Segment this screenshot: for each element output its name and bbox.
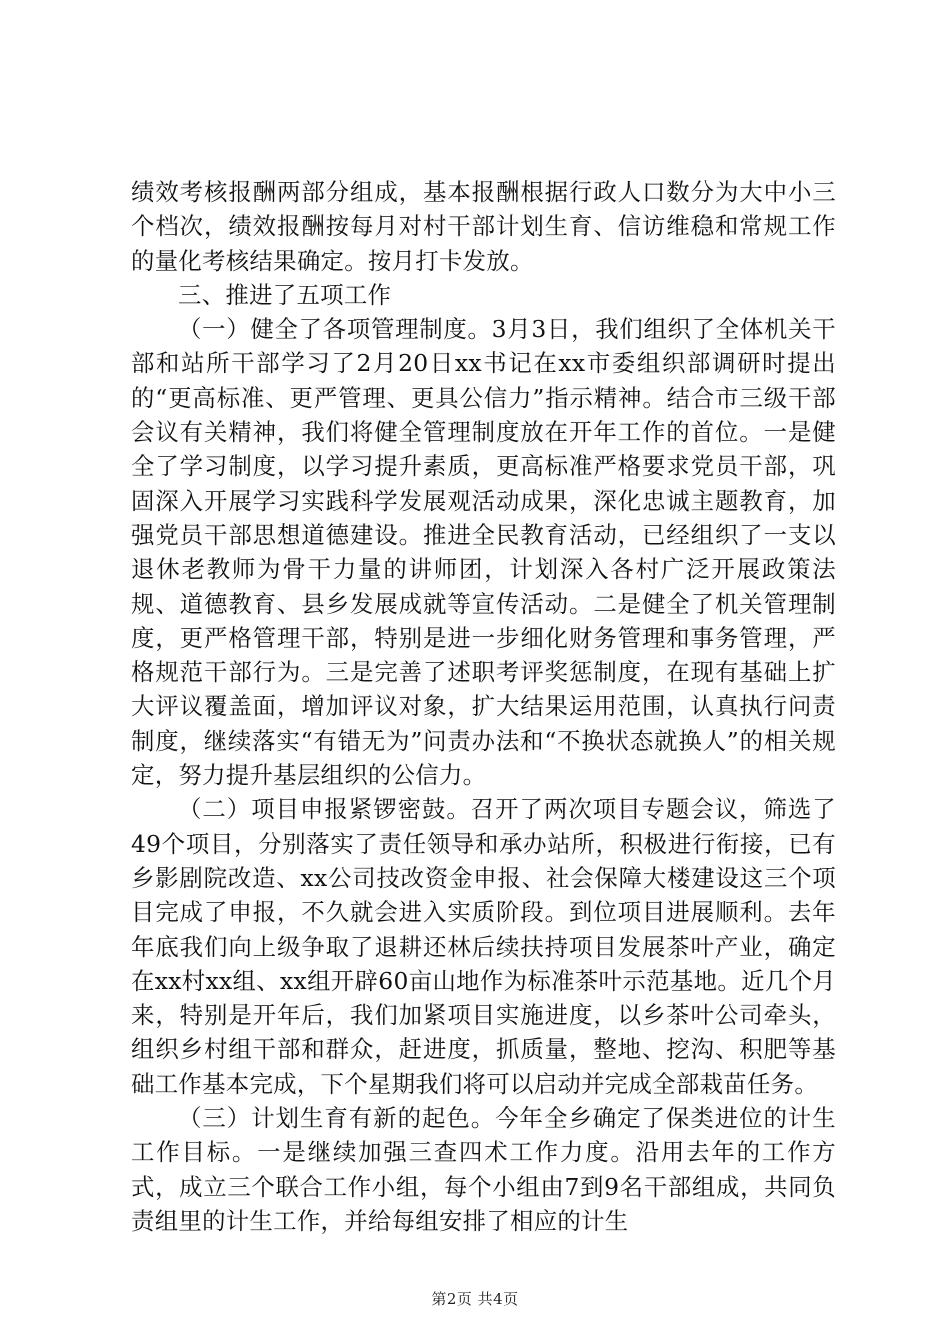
page-footer: 第2页 共4页 <box>431 1290 519 1308</box>
paragraph-project-application: （二）项目申报紧锣密鼓。召开了两次项目专题会议，筛选了49个项目，分别落实了责任领导和承办站所，积极进行衔接，已有乡影剧院改造、xx公司技改资金申报、社会保障大楼建设这三个项目完成了申报，不久就会进入实质阶段。到位项目进展顺利。去年年底我们向上级争取了退耕还林后续扶持项目发展茶叶产业，确定在xx村xx组、xx组开辟60亩山地作为标准茶叶示范基地。近几个月来，特别是开年后，我们加紧项目实施进度，以乡茶叶公司牵头，组织乡村组干部和群众，赶进度，抓质量，整地、挖沟、积肥等基础工作基本完成，下个星期我们将可以启动并完成全部栽苗任务。 <box>131 795 836 1098</box>
paragraph-1: 绩效考核报酬两部分组成，基本报酬根据行政人口数分为大中小三个档次，绩效报酬按每月对村干部计划生育、信访维稳和常规工作的量化考核结果确定。按月打卡发放。 <box>131 178 836 275</box>
paragraph-family-planning: （三）计划生育有新的起色。今年全乡确定了保类进位的计生工作目标。一是继续加强三查四术工作力度。沿用去年的工作方式，成立三个联合工作小组，每个小组由7到9名干部组成，共同负责组里的计生工作，并给每组安排了相应的计生 <box>131 1104 836 1235</box>
paragraph-management-system: （一）健全了各项管理制度。3月3日，我们组织了全体机关干部和站所干部学习了2月20日xx书记在xx市委组织部调研时提出的“更高标准、更严管理、更具公信力”指示精神。结合市三级干部会议有关精神，我们将健全管理制度放在开年工作的首位。一是健全了学习制度，以学习提升素质，更高标准严格要求党员干部，巩固深入开展学习实践科学发展观活动成果，深化忠诚主题教育，加强党员干部思想道德建设。推进全民教育活动，已经组织了一支以退休老教师为骨干力量的讲师团，计划深入各村广泛开展政策法规、道德教育、县乡发展成就等宣传活动。二是健全了机关管理制度，更严格管理干部，特别是进一步细化财务管理和事务管理，严格规范干部行为。三是完善了述职考评奖惩制度，在现有基础上扩大评议覆盖面，增加评议对象，扩大结果运用范围，认真执行问责制度，继续落实“有错无为”问责办法和“不换状态就换人”的相关规定，努力提升基层组织的公信力。 <box>131 315 836 790</box>
document-body <box>131 175 836 1238</box>
section-heading: 三、推进了五项工作 <box>178 280 392 309</box>
